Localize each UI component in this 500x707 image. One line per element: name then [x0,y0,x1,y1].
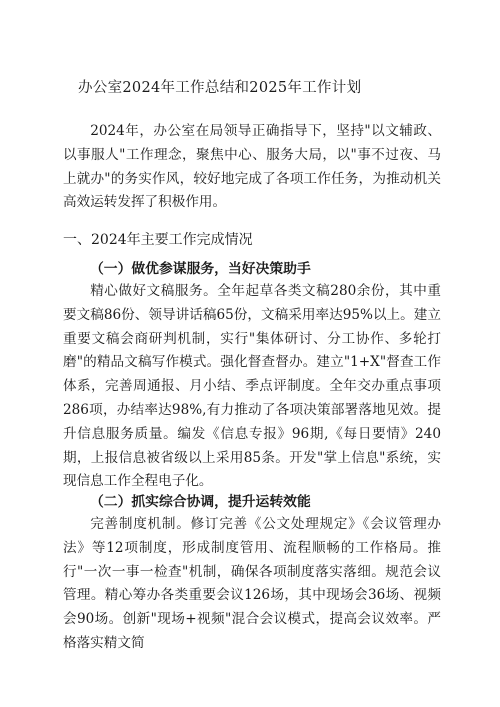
subsection-heading-2: （二）抓实综合协调，提升运转效能 [90,494,311,510]
subsection-heading-1: （一）做优参谋服务，当好决策助手 [90,261,311,277]
subsection-2-body: 完善制度机制。修订完善《公文处理规定》《会议管理办法》等12项制度，形成制度管用、流程顺畅的工作格局。推行"一次一事一检查"机制，确保各项制度落实落细。规范会议管理。精心筹办各类重要会议126场，其中现场会36场、视频会90场。创新"现场+视频"混合会议模式，提高会议效率。严格落实精文简 [63,516,441,651]
section-heading: 一、2024年主要工作完成情况 [63,232,253,248]
document-title: 办公室2024年工作总结和2025年工作计划 [78,80,362,96]
subsection-1-body: 精心做好文稿服务。全年起草各类文稿280余份，其中重要文稿86份、领导讲话稿65份，文稿采用率达95%以上。建立重要文稿会商研判机制，实行"集体研讨、分工协作、多轮打磨"的精品文稿写作模式。强化督查督办。建立"1+X"督查工作体系，完善周通报、月小结、季点评制度。全年交办重点事项286项，办结率达98%,有力推动了各项决策部署落地见效。提升信息服务质量。编发《信息专报》96期,《每日要情》240期，上报信息被省级以上采用85条。开发"掌上信息"系统，实现信息工作全程电子化。 [63,283,441,490]
intro-paragraph: 2024年，办公室在局领导正确指导下，坚持"以文辅政、以事服人"工作理念，聚焦中心、服务大局，以"事不过夜、马上就办"的务实作风，较好地完成了各项工作任务，为推动机关高效运转发挥了积极作用。 [63,123,441,211]
